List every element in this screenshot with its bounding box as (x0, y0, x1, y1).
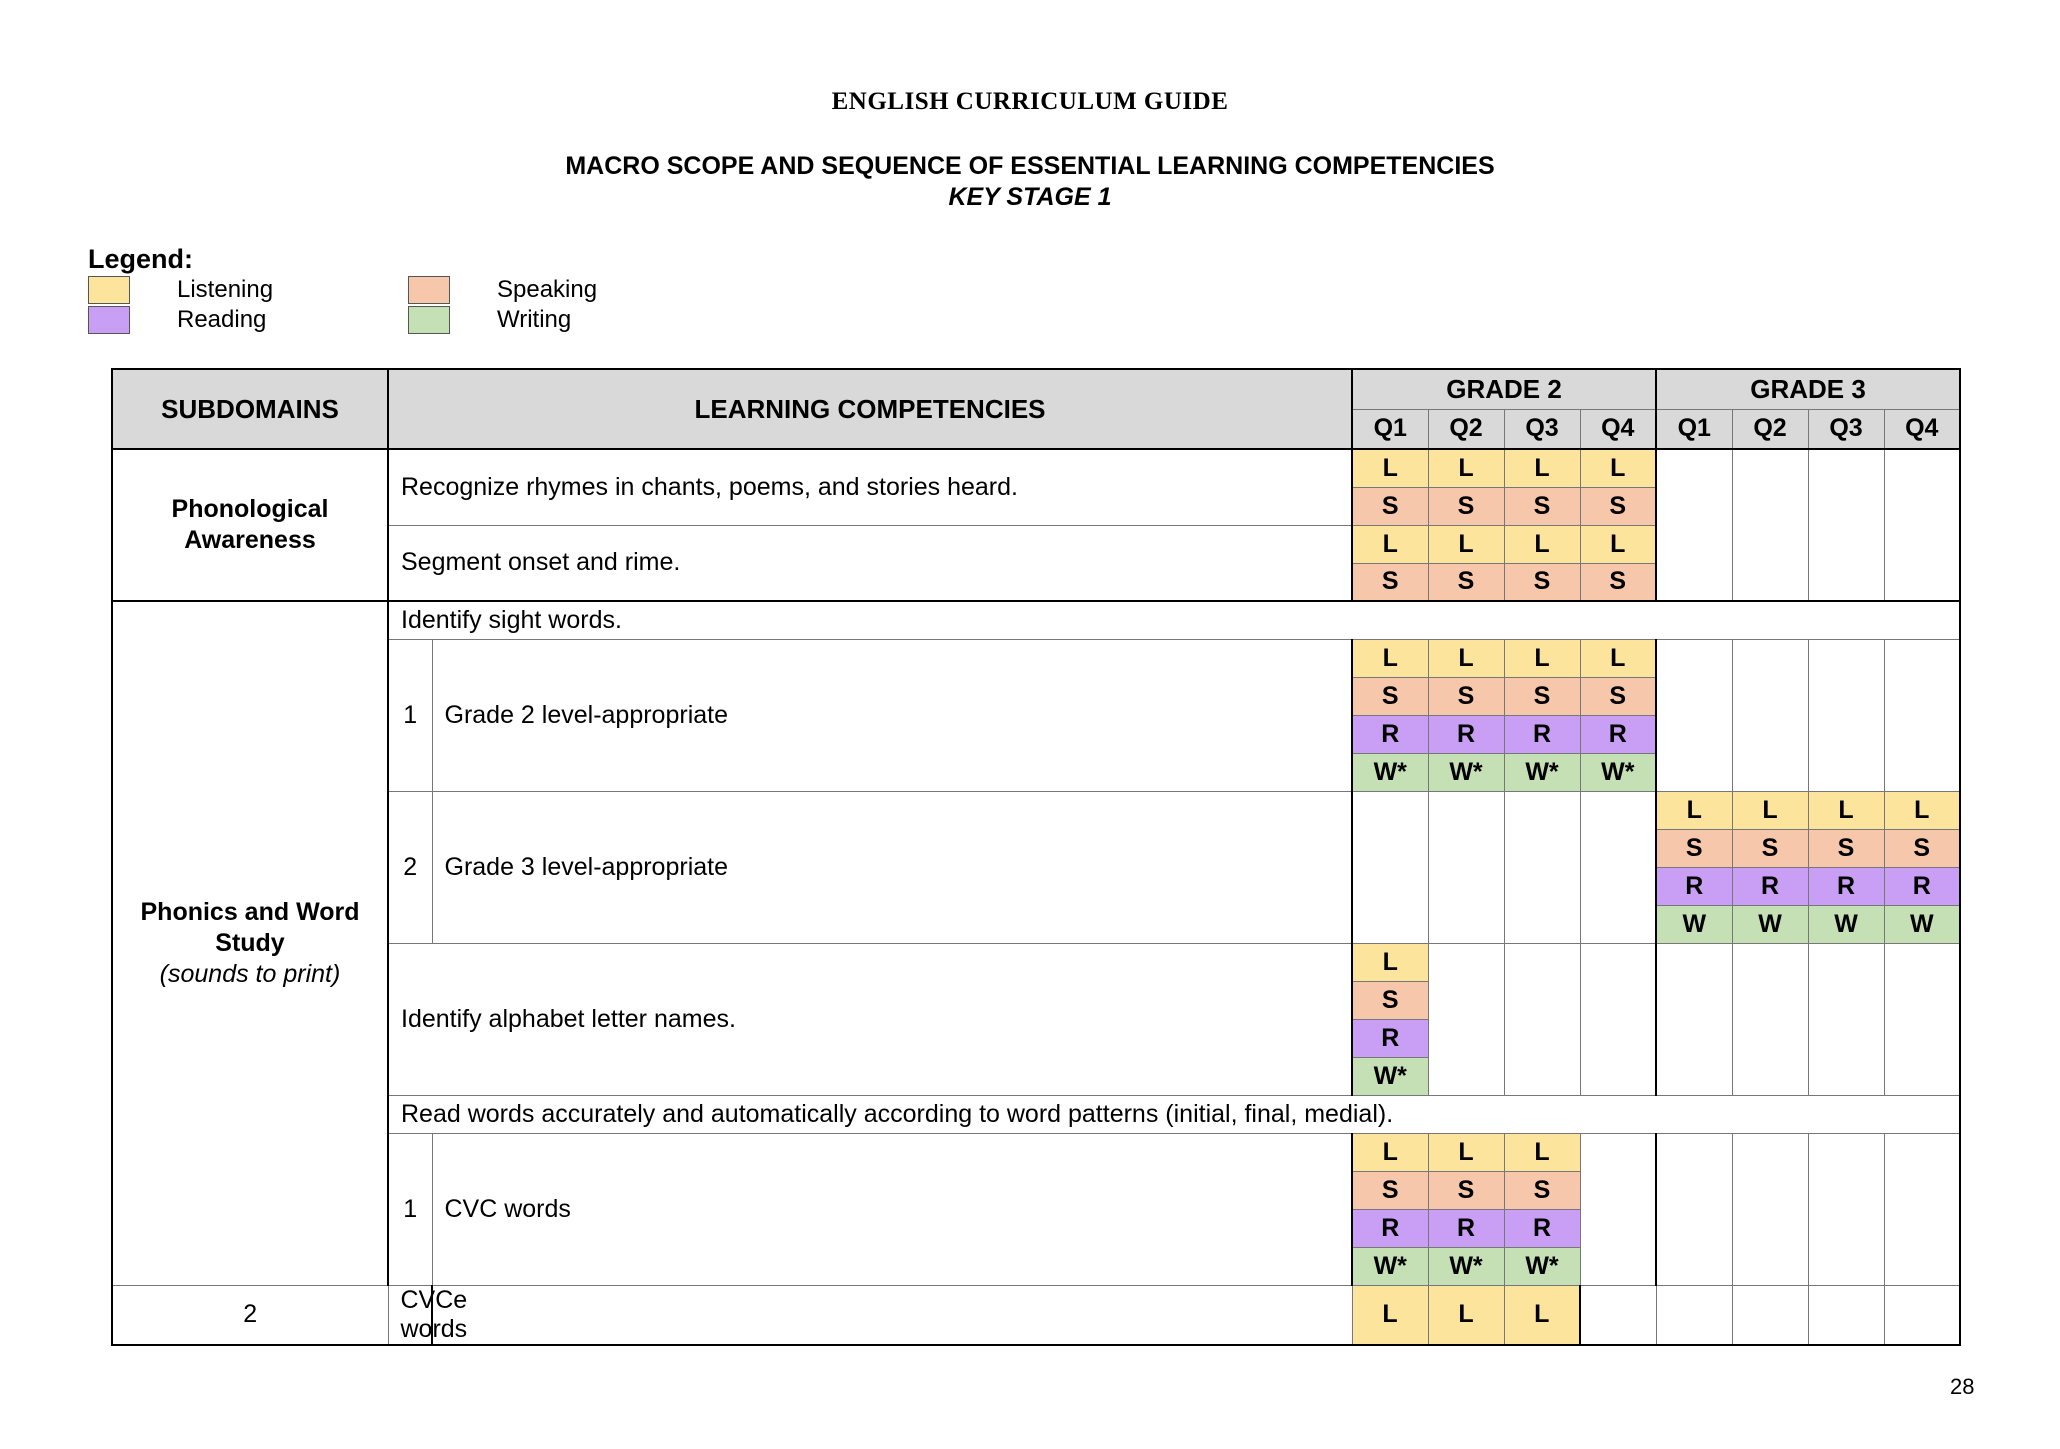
subdomain-label: Phonics and Word Study (140, 897, 360, 957)
mark-writing: W (1884, 905, 1960, 943)
mark-listening: L (1580, 525, 1656, 563)
legend-label: Writing (497, 306, 572, 333)
quarter-header: Q4 (1884, 409, 1960, 449)
empty-cell (1656, 449, 1732, 601)
mark-listening: L (1352, 449, 1428, 487)
legend-reading (88, 306, 266, 334)
mark-speaking: S (1352, 981, 1428, 1019)
quarter-header: Q1 (1656, 409, 1732, 449)
mark-listening: L (1428, 1285, 1504, 1345)
mark-writing: W* (1352, 753, 1428, 791)
mark-speaking: S (1504, 487, 1580, 525)
mark-listening: L (1580, 449, 1656, 487)
mark-listening: L (1732, 791, 1808, 829)
mark-speaking: S (1808, 829, 1884, 867)
mark-listening: L (1580, 639, 1656, 677)
mark-listening: L (1352, 639, 1428, 677)
page-number: 28 (1950, 1374, 1975, 1399)
competency-identify-sight-words: Identify sight words. (388, 601, 1960, 639)
empty-cell (1732, 1285, 1808, 1345)
competency-grade3-level: Grade 3 level-appropriate (432, 791, 1352, 943)
mark-speaking: S (1428, 563, 1504, 601)
mark-writing: W* (1428, 1247, 1504, 1285)
empty-cell (1504, 943, 1580, 1095)
mark-listening: L (1656, 791, 1732, 829)
mark-reading: R (1428, 715, 1504, 753)
competencies-header: LEARNING COMPETENCIES (388, 369, 1352, 449)
mark-speaking: S (1428, 677, 1504, 715)
empty-cell (1732, 1133, 1808, 1285)
competency-recognize-rhymes: Recognize rhymes in chants, poems, and stories heard. (388, 449, 1352, 525)
empty-cell (1884, 1133, 1960, 1285)
empty-cell (1884, 943, 1960, 1095)
mark-speaking: S (1428, 487, 1504, 525)
subdomain-note: (sounds to print) (159, 959, 341, 988)
mark-speaking: S (1352, 487, 1428, 525)
competency-segment-onset: Segment onset and rime. (388, 525, 1352, 601)
grade3-header: GRADE 3 (1656, 369, 1960, 409)
listening-swatch (88, 276, 130, 304)
empty-cell (1808, 639, 1884, 791)
empty-cell (1580, 1133, 1656, 1285)
key-stage-label: KEY STAGE 1 (948, 183, 1112, 211)
empty-cell (1884, 449, 1960, 601)
mark-reading: R (1428, 1209, 1504, 1247)
mark-listening: L (1428, 525, 1504, 563)
mark-listening: L (1884, 791, 1960, 829)
mark-reading: R (1580, 715, 1656, 753)
mark-reading: R (1884, 867, 1960, 905)
mark-listening: L (1352, 943, 1428, 981)
competency-alphabet-letter-names: Identify alphabet letter names. (388, 943, 1352, 1095)
mark-reading: R (1808, 867, 1884, 905)
mark-reading: R (1352, 1019, 1428, 1057)
subdomains-header: SUBDOMAINS (112, 369, 388, 449)
empty-cell (1656, 1133, 1732, 1285)
mark-writing: W (1732, 905, 1808, 943)
mark-writing: W* (1352, 1247, 1428, 1285)
empty-cell (1808, 1133, 1884, 1285)
mark-speaking: S (1428, 1171, 1504, 1209)
mark-reading: R (1732, 867, 1808, 905)
mark-listening: L (1428, 449, 1504, 487)
mark-listening: L (1352, 525, 1428, 563)
speaking-swatch (408, 276, 450, 304)
mark-listening: L (1504, 639, 1580, 677)
mark-reading: R (1352, 715, 1428, 753)
mark-writing: W* (1580, 753, 1656, 791)
empty-cell (1732, 449, 1808, 601)
empty-cell (1808, 449, 1884, 601)
mark-reading: R (1504, 715, 1580, 753)
empty-cell (1656, 1285, 1732, 1345)
mark-listening: L (1352, 1285, 1428, 1345)
empty-cell (1580, 1285, 1656, 1345)
mark-listening: L (1352, 1133, 1428, 1171)
subdomain-phonological-awareness: Phonological Awareness (112, 449, 388, 601)
mark-speaking: S (1580, 677, 1656, 715)
quarter-header: Q1 (1352, 409, 1428, 449)
quarter-header: Q2 (1732, 409, 1808, 449)
legend-writing (408, 306, 571, 334)
empty-cell (1808, 1285, 1884, 1345)
document-title: ENGLISH CURRICULUM GUIDE (831, 88, 1229, 115)
item-number: 1 (388, 1133, 432, 1285)
mark-writing: W (1808, 905, 1884, 943)
mark-speaking: S (1656, 829, 1732, 867)
mark-speaking: S (1732, 829, 1808, 867)
mark-writing: W (1656, 905, 1732, 943)
item-number: 2 (112, 1285, 388, 1345)
quarter-header: Q4 (1580, 409, 1656, 449)
quarter-header: Q3 (1808, 409, 1884, 449)
competency-cvce-words: CVCe words (388, 1285, 432, 1345)
empty-cell (1656, 943, 1732, 1095)
empty-cell (1656, 639, 1732, 791)
quarter-header: Q2 (1428, 409, 1504, 449)
mark-writing: W* (1352, 1057, 1428, 1095)
mark-listening: L (1428, 1133, 1504, 1171)
subdomain-phonics-word-study (112, 601, 388, 1285)
item-number: 1 (388, 639, 432, 791)
mark-listening: L (1504, 449, 1580, 487)
quarter-header: Q3 (1504, 409, 1580, 449)
legend-title: Legend: (88, 244, 193, 274)
mark-speaking: S (1504, 677, 1580, 715)
mark-listening: L (1428, 639, 1504, 677)
writing-swatch (408, 306, 450, 334)
competency-cvc-words: CVC words (432, 1133, 1352, 1285)
reading-swatch (88, 306, 130, 334)
competency-read-words-accurately: Read words accurately and automatically according to word patterns (initial, final, medial). (388, 1095, 1960, 1133)
mark-speaking: S (1580, 487, 1656, 525)
mark-speaking: S (1504, 1171, 1580, 1209)
legend-label: Speaking (497, 276, 598, 303)
legend-label: Listening (177, 276, 274, 303)
mark-reading: R (1504, 1209, 1580, 1247)
empty-cell (1428, 943, 1504, 1095)
mark-speaking: S (1352, 677, 1428, 715)
empty-cell (1884, 639, 1960, 791)
mark-speaking: S (1352, 563, 1428, 601)
mark-speaking: S (1352, 1171, 1428, 1209)
legend-label: Reading (177, 306, 267, 333)
mark-listening: L (1504, 1285, 1580, 1345)
empty-cell (1732, 943, 1808, 1095)
mark-reading: R (1352, 1209, 1428, 1247)
legend-speaking (408, 276, 597, 304)
empty-cell (1808, 943, 1884, 1095)
empty-cell (1580, 791, 1656, 943)
mark-writing: W* (1504, 753, 1580, 791)
competency-grade2-level: Grade 2 level-appropriate (432, 639, 1352, 791)
item-number: 2 (388, 791, 432, 943)
empty-cell (1732, 639, 1808, 791)
mark-listening: L (1808, 791, 1884, 829)
grade2-header: GRADE 2 (1352, 369, 1656, 409)
empty-cell (432, 1285, 1352, 1345)
empty-cell (1428, 791, 1504, 943)
empty-cell (1580, 943, 1656, 1095)
mark-writing: W* (1428, 753, 1504, 791)
legend-listening (88, 276, 273, 304)
mark-speaking: S (1884, 829, 1960, 867)
mark-speaking: S (1504, 563, 1580, 601)
competency-table (111, 368, 1961, 1346)
empty-cell (1504, 791, 1580, 943)
mark-writing: W* (1504, 1247, 1580, 1285)
mark-reading: R (1656, 867, 1732, 905)
mark-listening: L (1504, 1133, 1580, 1171)
mark-speaking: S (1580, 563, 1656, 601)
document-subtitle: MACRO SCOPE AND SEQUENCE OF ESSENTIAL LEARNING COMPETENCIES (565, 152, 1495, 180)
empty-cell (1352, 791, 1428, 943)
mark-listening: L (1504, 525, 1580, 563)
